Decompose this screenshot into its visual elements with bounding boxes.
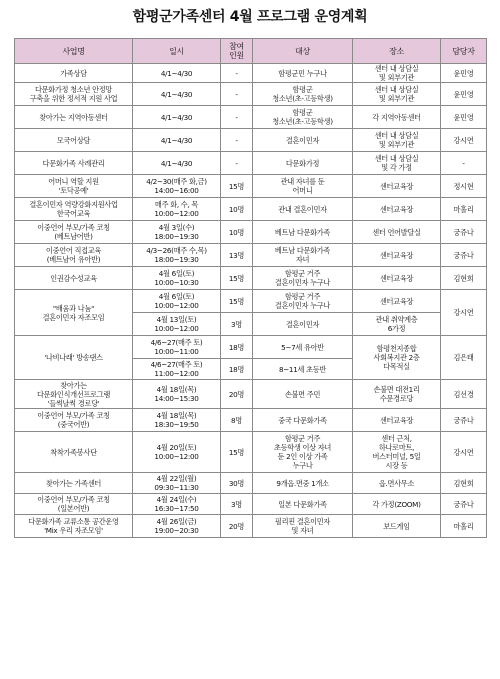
table-cell: 다문화가족 교류소통 공간운영 'Mix 우리 자조모임' [15,515,133,538]
table-cell: 15명 [221,432,253,473]
table-cell: 4월 6일(토) 10:00~12:00 [133,290,221,313]
table-cell: 센터 언어발달실 [353,221,441,244]
table-cell: 김현희 [441,267,487,290]
table-cell: 18명 [221,359,253,380]
table-cell: 이중언어 부모/가족 코칭 (일본어반) [15,494,133,515]
table-cell: 센터교육장 [353,198,441,221]
table-cell: 8~11세 초등반 [253,359,353,380]
table-cell: 강시연 [441,432,487,473]
table-row [15,290,487,313]
table-cell: 함평군 거주 결혼이민자 누구나 [253,267,353,290]
table-cell: 4월 26일(금) 19:00~20:30 [133,515,221,538]
table-cell: 읍.면사무소 [353,473,441,494]
table-cell: 5~7세 유아반 [253,336,353,359]
table-cell: 함평군 청소년(초-고등학생) [253,106,353,129]
table-cell: 센터교육장 [353,267,441,290]
header-program: 사업명 [15,39,133,64]
table-cell: 함평군민 누구나 [253,64,353,83]
table-header-row [15,39,487,64]
table-cell: 센터 내 상담실 및 각 가정 [353,152,441,175]
table-cell: 필리핀 결혼이민자 및 자녀 [253,515,353,538]
table-cell: 일본 다문화가족 [253,494,353,515]
table-cell: 중국 다문화가족 [253,409,353,432]
header-location: 장소 [353,39,441,64]
table-cell: 10명 [221,221,253,244]
table-cell: 이중언어 직접교육 (베트남어 유아반) [15,244,133,267]
table-cell: - [221,64,253,83]
table-cell: 4/1~4/30 [133,152,221,175]
table-cell: 김현희 [441,473,487,494]
table-cell: 9개읍.면중 1개소 [253,473,353,494]
table-cell: 김선경 [441,380,487,409]
table-row [15,175,487,198]
table-cell: 10명 [221,198,253,221]
table-cell: 센터 근처, 하나로마트, 버스터미널, 5일 시장 등 [353,432,441,473]
table-cell: 4월 22일(월) 09:30~11:30 [133,473,221,494]
table-cell: 4월 24일(수) 16:30~17:50 [133,494,221,515]
table-row [15,221,487,244]
table-cell: 센터 내 상담실 및 외부기관 [353,129,441,152]
table-cell: 베트남 다문화가족 [253,221,353,244]
table-cell: 결혼이민자 [253,129,353,152]
table-cell: 강시연 [441,129,487,152]
table-cell: 20명 [221,380,253,409]
page-title: 함평군가족센터 4월 프로그램 운영계획 [132,9,368,25]
table-row [15,83,487,106]
table-cell: 정시현 [441,175,487,198]
table-cell: 각 지역아동센터 [353,106,441,129]
table-cell: 윤민영 [441,83,487,106]
table-cell: 윤민영 [441,64,487,83]
table-cell: 결혼이민자 역량강화지원사업 한국어교육 [15,198,133,221]
table-cell: 센터교육장 [353,175,441,198]
table-cell: 이중언어 부모/가족 코칭 (중국어반) [15,409,133,432]
table-cell: 매주 화, 수, 목 10:00~12:00 [133,198,221,221]
table-cell: 4월 18일(목) 14:00~15:30 [133,380,221,409]
table-cell: 18명 [221,336,253,359]
table-row [15,380,487,409]
table-cell: 4/6~27(매주 토) 10:00~11:00 [133,336,221,359]
table-cell: 윤민영 [441,106,487,129]
table-cell: 15명 [221,267,253,290]
table-cell: 센터 내 상담실 및 외부기관 [353,83,441,106]
table-row [15,64,487,83]
table-cell: 어머니 역할 지원 '토닥공예' [15,175,133,198]
table-cell: '나비나래' 방송댄스 [15,336,133,380]
table-cell: 4/6~27(매주 토) 11:00~12:00 [133,359,221,380]
table-cell: 4/1~4/30 [133,129,221,152]
table-cell: 4/2~30(매주 화,금) 14:00~16:00 [133,175,221,198]
header-target: 대상 [253,39,353,64]
table-cell: - [441,152,487,175]
table-cell: 각 가정(ZOOM) [353,494,441,515]
header-datetime: 일시 [133,39,221,64]
table-cell: 결혼이민자 [253,313,353,336]
table-row [15,152,487,175]
table-cell: 3명 [221,494,253,515]
table-cell: 15명 [221,175,253,198]
table-cell: 인권감수성교육 [15,267,133,290]
table-cell: 마홀리 [441,515,487,538]
table-cell: 함평군 청소년(초-고등학생) [253,83,353,106]
table-cell: 보드게임 [353,515,441,538]
table-row [15,515,487,538]
table-cell: 4월 20일(토) 10:00~12:00 [133,432,221,473]
table-cell: 찾아가는 지역아동센터 [15,106,133,129]
table-cell: 4월 6일(토) 10:00~10:30 [133,267,221,290]
table-row [15,336,487,359]
table-cell: 함평군 거주 결혼이민자 누구나 [253,290,353,313]
table-row [15,244,487,267]
table-cell: 궁쥬나 [441,409,487,432]
program-schedule-table [14,38,487,538]
table-cell: 함평천지종합 사회복지관 2층 다목적실 [353,336,441,380]
table-cell: 센터교육장 [353,244,441,267]
table-cell: 착착가족봉사단 [15,432,133,473]
table-cell: 궁쥬나 [441,494,487,515]
table-cell: 15명 [221,290,253,313]
table-cell: 센터 내 상담실 및 외부기관 [353,64,441,83]
table-row [15,267,487,290]
table-cell: 13명 [221,244,253,267]
table-cell: 4/1~4/30 [133,64,221,83]
table-cell: 모국어상담 [15,129,133,152]
table-cell: "배움과 나눔" 결혼이민자 자조모임 [15,290,133,336]
table-cell: 다문화가족 사례관리 [15,152,133,175]
table-cell: 센터교육장 [353,290,441,313]
table-cell: 20명 [221,515,253,538]
table-body [15,64,487,538]
table-cell: 관내 결혼이민자 [253,198,353,221]
table-cell: 가족상담 [15,64,133,83]
table-row [15,198,487,221]
table-cell: 이중언어 부모/가족 코칭 (베트남어반) [15,221,133,244]
table-cell: 4/1~4/30 [133,83,221,106]
table-cell: 4월 13일(토) 10:00~12:00 [133,313,221,336]
table-cell: 강시연 [441,290,487,336]
table-cell: 궁쥬나 [441,244,487,267]
table-cell: 김은태 [441,336,487,380]
table-cell: 손불면 대전1리 수문경로당 [353,380,441,409]
table-cell: 손불면 주민 [253,380,353,409]
table-cell: - [221,106,253,129]
table-cell: 4/3~26(매주 수,목) 18:00~19:30 [133,244,221,267]
table-cell: 센터교육장 [353,409,441,432]
table-cell: 함평군 거주 초등학생 이상 자녀 둔 2인 이상 가족 누구나 [253,432,353,473]
table-cell: - [221,152,253,175]
header-manager: 담당자 [441,39,487,64]
table-cell: 다문화가정 청소년 안정망 구축을 위한 정서적 지원 사업 [15,83,133,106]
table-cell: 마홀리 [441,198,487,221]
table-row [15,409,487,432]
table-row [15,129,487,152]
table-cell: 궁쥬나 [441,221,487,244]
table-cell: - [221,129,253,152]
table-cell: 4월 3일(수) 18:00~19:30 [133,221,221,244]
table-cell: 관내 취약계층 6가정 [353,313,441,336]
table-cell: 4월 18일(목) 18:30~19:50 [133,409,221,432]
table-cell: 다문화가정 [253,152,353,175]
table-cell: 8명 [221,409,253,432]
table-row [15,494,487,515]
table-cell: 4/1~4/30 [133,106,221,129]
table-cell: 관내 자녀를 둔 어머니 [253,175,353,198]
table-cell: 30명 [221,473,253,494]
table-row [15,473,487,494]
table-cell: - [221,83,253,106]
table-cell: 베트남 다문화가족 자녀 [253,244,353,267]
table-cell: 찾아가는 다문화인식개선프로그램 '들썩날썩 경로당' [15,380,133,409]
table-cell: 찾아가는 가족센터 [15,473,133,494]
table-cell: 3명 [221,313,253,336]
table-row [15,106,487,129]
header-participants: 참여 인원 [221,39,253,64]
table-row [15,432,487,473]
